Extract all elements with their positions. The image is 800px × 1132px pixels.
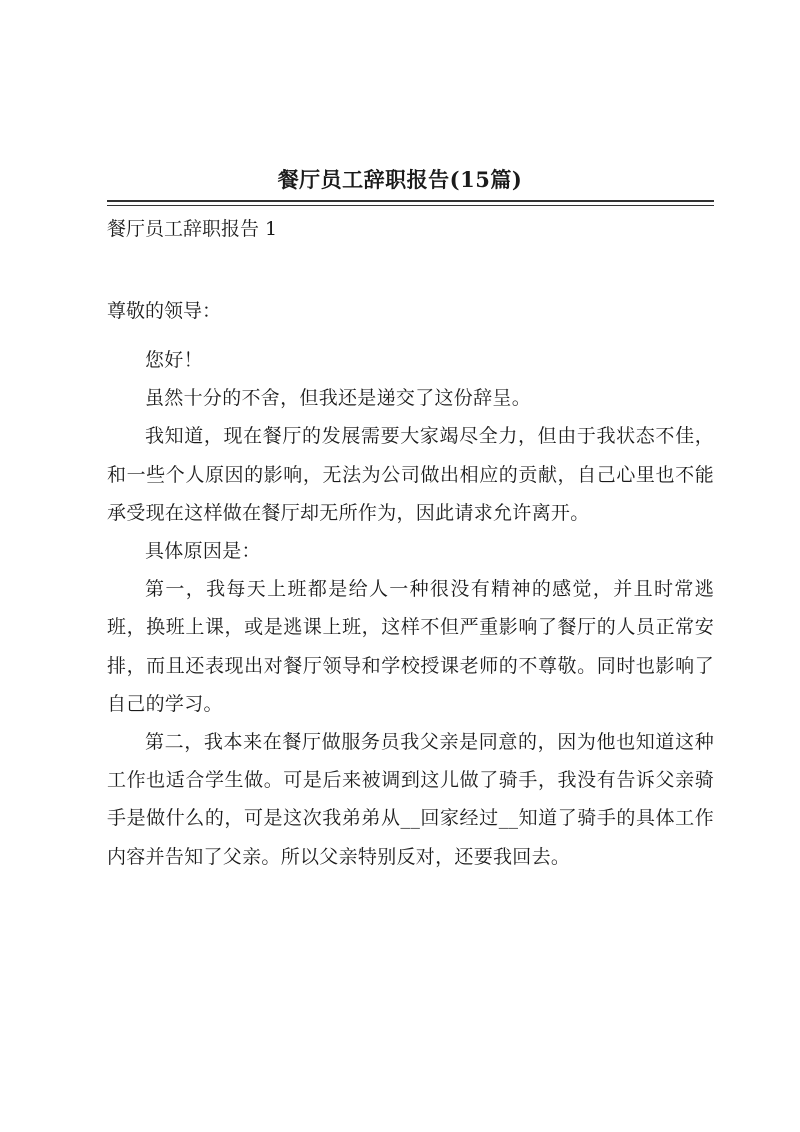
paragraph-reason-overview: 我知道，现在餐厅的发展需要大家竭尽全力，但由于我状态不佳，和一些个人原因的影响，无法为公司做出相应的贡献，自己心里也不能承受现在这样做在餐厅却无所作为，因此请求允许离开。 xyxy=(107,425,714,524)
paragraph-intro: 虽然十分的不舍，但我还是递交了这份辞呈。 xyxy=(145,387,532,410)
paragraph-reason-second: 第二，我本来在餐厅做服务员我父亲是同意的，因为他也知道这种工作也适合学生做。可是后来被调到这儿做了骑手，我没有告诉父亲骑手是做什么的，可是这次我弟弟从__回家经过__知道了骑手的具体工作内容并告知了父亲。所以父亲特别反对，还要我回去。 xyxy=(107,731,714,868)
letter-body xyxy=(107,341,714,876)
paragraph-reason-first: 第一，我每天上班都是给人一种很没有精神的感觉，并且时常逃班，换班上课，或是逃课上班，这样不但严重影响了餐厅的人员正常安排，而且还表现出对餐厅领导和学校授课老师的不尊敬。同时也影响了自己的学习。 xyxy=(107,578,714,715)
paragraph-greeting: 您好！ xyxy=(145,349,203,371)
title-rule-thick xyxy=(107,200,714,202)
section-heading: 餐厅员工辞职报告 1 xyxy=(107,218,278,240)
title-rule-thin xyxy=(107,205,714,206)
salutation: 尊敬的领导： xyxy=(107,300,222,322)
paragraph-reasons-heading: 具体原因是： xyxy=(145,540,261,563)
document-title: 餐厅员工辞职报告(15篇) xyxy=(277,167,523,192)
